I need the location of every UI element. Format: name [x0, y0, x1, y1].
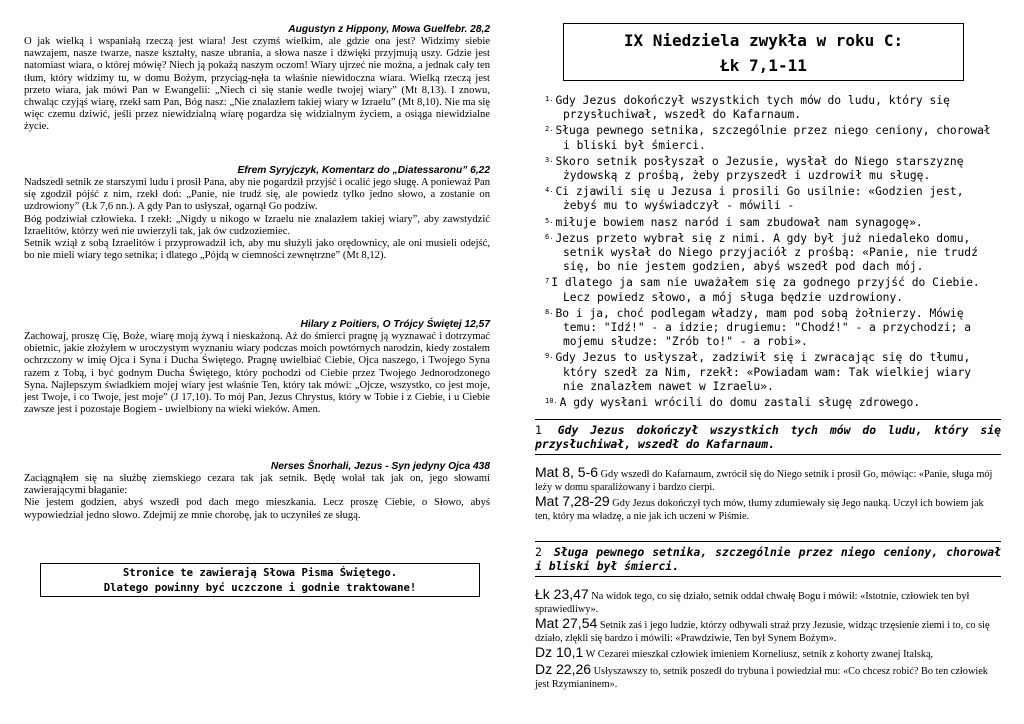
quote-paragraph: Zachowaj, proszę Cię, Boże, wiarę moją żywą i nieskażoną. Aż do śmierci pragnę ją wyznawać i dotrzymać obietnic, jakie złożyłem w uroczystym wyznaniu wiary podczas moich powtórnych narodzin, kiedy zostałem ochrzczony w imię Ojca i Syna i Ducha Świętego. Pragnę uwielbiać Ciebie, Ojca naszego, i Twojego Syna razem z Tobą, i być godnym Ducha Świętego, który pochodzi od Ciebie przez Twojego Jednorodzonego Syna. Najlepszym świadkiem mojej wiary jest właśnie Ten, który tak mówi: „Ojcze, wszystko, co jest moje, jest Twoje, i co Twoje, jest moje” (J 17,10). To mój Pan, Jezus Chrystus, który w Tobie i z Ciebie, i u Ciebie zawsze jest i pozostaje Bogiem - uwielbiony na wieki wieków. Amen.: [24, 331, 490, 416]
section-number: 2: [535, 545, 542, 559]
section-heading: [535, 541, 1001, 577]
gospel-verses: [535, 92, 995, 410]
verse: $^{5.}$ miłuje bowiem nasz naród i sam zbudował nam synagogę».: [545, 215, 923, 229]
quote-hilary: [24, 319, 490, 416]
cross-reference: Mat 27,54 Setnik zaś i jego ludzie, którzy odbywali straż przy Jezusie, widząc trzęsienie ziemi i to, co się działo, zlękli się bardzo i mówili: «Prawdziwie, Ten był Synem Bożym».: [535, 615, 990, 644]
quote-text: [24, 331, 490, 416]
section-heading-text: Sługa pewnego setnika, szczególnie przez niego ceniony, chorował i bliski był śmierci.: [535, 545, 1001, 573]
verse: $^{9.}$ Gdy Jezus to usłyszał, zadziwił się i zwracając się do tłumu, który szedł za Nim, rzekł: «Powiadam wam: Tak wielkiej wiary nie znalazłem nawet w Izraelu».: [545, 351, 972, 393]
verse: $^7$ I dlatego ja sam nie uważałem się za godnego przyjść do Ciebie. Lecz powiedz słowo, a mój sługa będzie uzdrowiony.: [545, 276, 980, 304]
verse: $^{4.}$ Ci zjawili się u Jezusa i prosili Go usilnie: «Godzien jest, żebyś mu to wyświadczył - mówili -: [545, 185, 964, 213]
cross-reference: Dz 10,1 W Cezarei mieszkał człowiek imieniem Korneliusz, setnik z kohorty zwanej Italską,: [535, 644, 934, 661]
section-heading: [535, 419, 1001, 455]
reference-label: Łk 23,47: [535, 586, 589, 602]
verse: $^{10.}$ A gdy wysłani wrócili do domu zastali sługę zdrowego.: [545, 396, 921, 410]
quote-source: Efrem Syryjczyk, Komentarz do „Diatessaronu” 6,22: [237, 165, 490, 176]
quote-paragraph: Nie jestem godzien, abyś wszedł pod dach mego mieszkania. Lecz proszę Ciebie, o Słowo, abyś wypowiedział jedno słowo. Zdejmij ze mnie chorobę, jak to uczyniłeś ze sługą.: [24, 497, 490, 521]
cross-references: [535, 466, 1001, 524]
verse: $^{1.}$ Gdy Jezus dokończył wszystkich tych mów do ludu, który się przysłuchiwał, wszedł do Kafarnaum.: [545, 94, 950, 122]
quote-augustyn: [24, 24, 490, 134]
quote-paragraph: O jak wielką i wspaniałą rzeczą jest wiara! Jest czymś wielkim, ale gdzie ona jest? Widzimy siebie nawzajem, nasze twarze, nasze kształty, nasze ubrania, a słowa nasze i dźwięki przyjmują uszy. Gdzie jest natomiast wiara, o której mówię? Niech ją pokażą naszym oczom! Wiary ujrzeć nie można, a jednak cały ten tłum, który widzimy tu, w domu Bożym, przyciąg-nęła ta właśnie niewidoczna wiara. Wielką rzeczą jest przeto wiara, jak mówi Pan w Ewangelii: „Niech ci się stanie wedle twojej wiary” (Mt 8,13). I znowu, chwaląc czyjąś wiarę, rzekł sam Pan, Bóg nasz: „Nie znalazłem takiej wiary w Izraelu” (Mt 8,10). Nie ma się więc czemu dziwić, jeśli przez niewidzialną wiarę pogardza się widzialnym życiem, a osiąga niewidzialne życie.: [24, 36, 490, 133]
notice-line: Stronice te zawierają Słowa Pisma Świętego.: [122, 567, 398, 579]
reference-label: Mat 7,28-29: [535, 493, 610, 510]
quote-paragraph: Bóg podziwiał człowieka. I rzekł: „Nigdy u nikogo w Izraelu nie znalazłem takiej wiary”, aby zawstydzić Izraelitów, którzy weń nie uwierzyli tak, jak ów cudzoziemiec.: [24, 213, 490, 237]
cross-reference: Mat 8, 5-6 Gdy wszedł do Kafarnaum, zwrócił się do Niego setnik i prosił Go, mówiąc: «Panie, sługa mój leży w domu sparaliżowany i bardzo cierpi.: [535, 464, 993, 493]
reference-label: Dz 10,1: [535, 644, 584, 661]
quote-paragraph: Setnik wziął z sobą Izraelitów i przyprowadził ich, aby mu służyli jako orędownicy, ale oni musieli odejść, bo nie mieli wiary tego setnika; i dlatego „Pójdą w ciemności zewnętrzne” (Mt 8,12).: [24, 238, 490, 262]
cross-reference: Mat 7,28-29 Gdy Jezus dokończył tych mów, tłumy zdumiewały się Jego nauką. Uczył ich bowiem jak ten, który ma władzę, a nie jak ich uczeni w Piśmie.: [535, 493, 984, 522]
quote-paragraph: Zaciągnąłem się na służbę ziemskiego cezara tak jak setnik. Będę wołał tak jak on, jego słowami zawierającymi błaganie:: [24, 473, 490, 497]
quote-text: [24, 473, 490, 522]
quote-source: Hilary z Poitiers, O Trójcy Świętej 12,57: [300, 319, 490, 330]
section-number: 1: [535, 423, 542, 437]
quote-source: Nerses Šnorhali, Jezus - Syn jedyny Ojca 438: [270, 461, 490, 472]
quote-text: [24, 36, 490, 134]
notice-line: Dlatego powinny być uczczone i godnie traktowane!: [103, 582, 417, 594]
quote-text: [24, 177, 490, 262]
reference-label: Dz 22,26: [535, 660, 592, 677]
quote-source: Augustyn z Hippony, Mowa Guelfebr. 28,2: [288, 24, 490, 35]
page-subtitle: Łk 7,1-11: [720, 56, 807, 75]
quote-efrem: [24, 165, 490, 262]
section-heading-text: Gdy Jezus dokończył wszystkich tych mów do ludu, który się przysłuchiwał, wszedł do Kafarnaum.: [535, 423, 1002, 451]
reference-label: Mat 27,54: [535, 615, 598, 632]
cross-references: [535, 588, 1001, 692]
page-title: IX Niedziela zwykła w roku C:: [623, 31, 904, 50]
page-title-box: [563, 23, 964, 81]
quote-paragraph: Nadszedł setnik ze starszymi ludu i prosił Pana, aby nie pogardził przyjść i ocalić jego sługę. A ponieważ Pan się zgodził pójść z nim, rzekł doń: „Panie, nie trudź się, ale powiedz tylko jedno słowo, a zostanie on uzdrowiony” (Łk 7,6 nn.). A gdy Pan to usłyszał, ogarnął Go podziw.: [24, 177, 490, 213]
verse: $^{8.}$ Bo i ja, choć podlegam władzy, mam pod sobą żołnierzy. Mówię temu: "Idź!" - a idzie; drugiemu: "Chodź!" - a przychodzi; a mojemu słudze: "Zrób to!" - a robi».: [545, 306, 972, 349]
reference-label: Mat 8, 5-6: [535, 464, 599, 480]
verse: $^{6.}$ Jezus przeto wybrał się z nimi. A gdy był już niedaleko domu, setnik wysłał do Niego przyjaciół z prośbą: «Panie, nie trudź się, bo nie jestem godzien, abyś wszedł pod dach mój.: [545, 231, 978, 274]
quote-nerses: [24, 461, 490, 522]
cross-reference: Łk 23,47 Na widok tego, co się działo, setnik oddał chwałę Bogu i mówił: «Istotnie, człowiek ten był sprawiedliwy».: [535, 586, 970, 615]
verse: $^{2.}$ Sługa pewnego setnika, szczególnie przez niego ceniony, chorował i bliski był śmierci.: [545, 124, 991, 152]
cross-reference: Dz 22,26 Usłyszawszy to, setnik poszedł do trybuna i powiedział mu: «Co chcesz robić? Bo ten człowiek jest Rzymianinem».: [535, 660, 988, 690]
scripture-notice-box: [40, 563, 480, 597]
verse: $^{3.}$ Skoro setnik posłyszał o Jezusie, wysłał do Niego starszyznę żydowską z prośbą, żeby przyszedł i uzdrowił mu sługę.: [545, 154, 964, 183]
